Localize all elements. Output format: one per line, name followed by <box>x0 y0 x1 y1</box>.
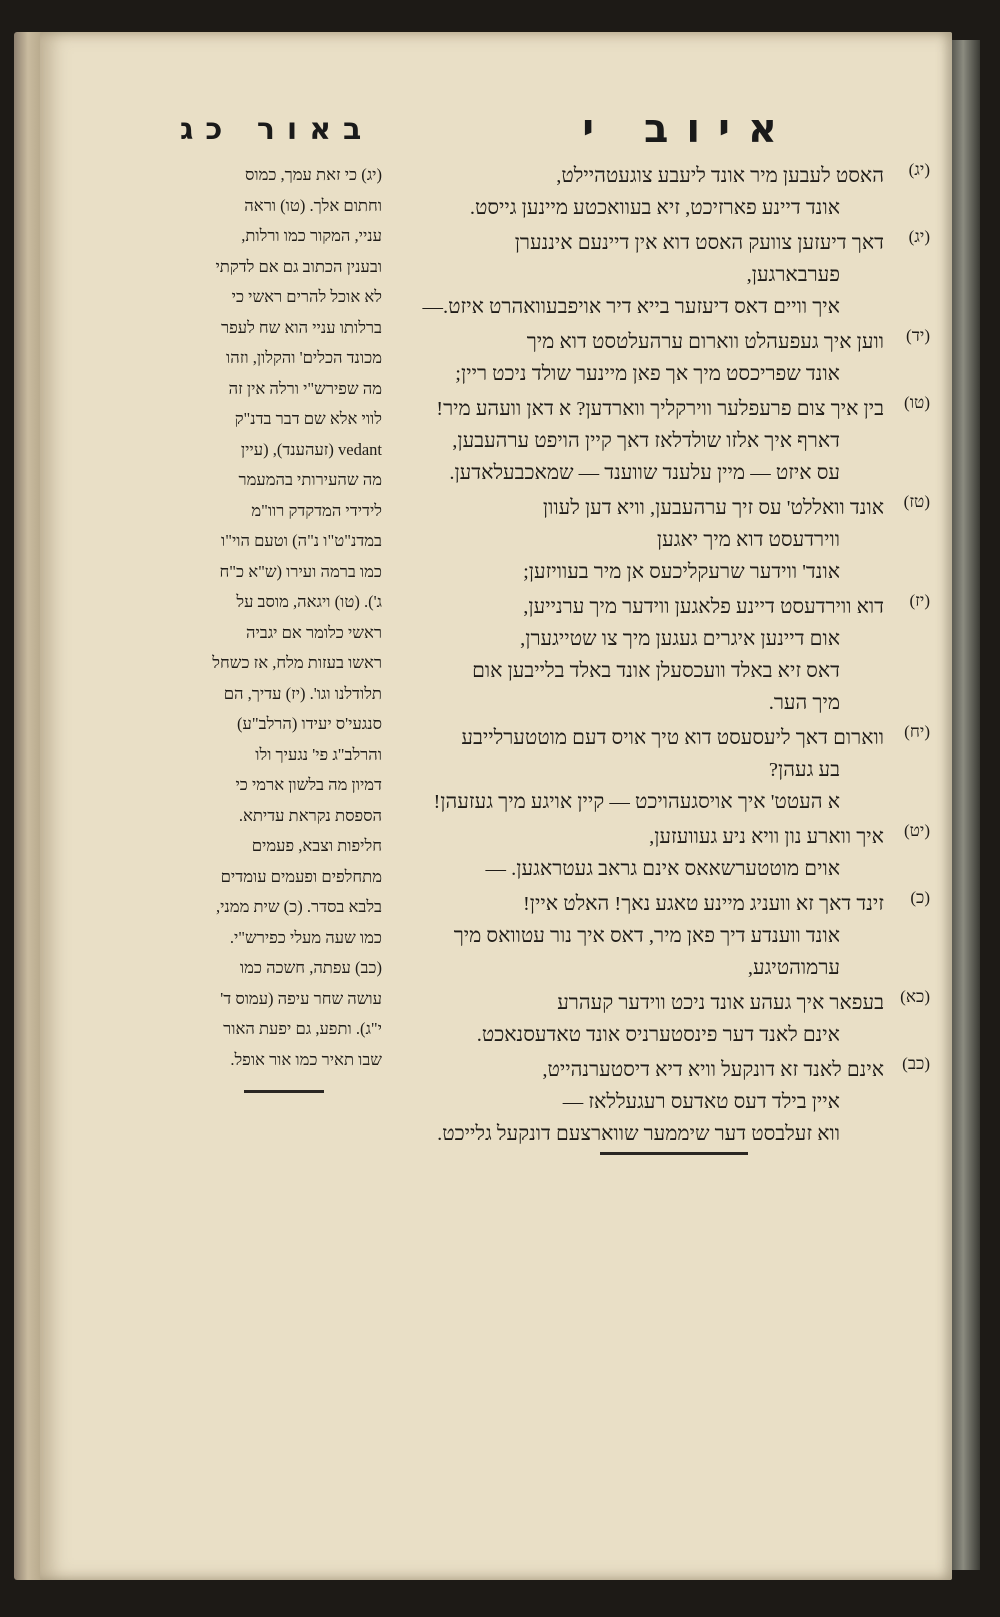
verse-line: איין בילד דעס טאדעס רעגעללאז — <box>562 1091 840 1113</box>
book-spine <box>952 40 980 1570</box>
verse-block <box>388 326 928 390</box>
main-text-end-rule <box>600 1152 748 1155</box>
commentary-line: vedant (זעהענד), (עיין <box>240 439 382 459</box>
verse-line: אונד שפריכסט מיך אך פאן מיינער שולד ניכט ריין; <box>455 363 840 385</box>
verse-line: ווארום דאך ליעסעסט דוא טיך אויס דעם מוטטערלייבע <box>461 727 884 749</box>
verse-block <box>388 821 928 885</box>
verse-line: איך ווארע נון וויא ניע געוועזען, <box>649 826 884 848</box>
verse-line: דאס זיא באלד וועכסעלן אונד באלד בלייבען אום <box>472 660 840 682</box>
verse-line: אינם לאנד דער פינסטערניס אונד טאדעסנאכט. <box>476 1024 840 1046</box>
verse-number: (טז) <box>903 492 930 511</box>
commentary-line: ובענין הכתוב גם אם לדקתי <box>215 256 382 276</box>
verse-number: (כב) <box>902 1054 930 1073</box>
commentary-line: ראשי כלומר אם יגביה <box>245 622 382 642</box>
verse-number: (יג) <box>908 160 930 179</box>
commentary-line: מה שהעירותי בהמעמר <box>238 470 382 489</box>
commentary-line: מה שפירש"י ורלה אין זה <box>228 378 382 398</box>
verse-number: (יח) <box>904 722 930 741</box>
verse-line: מיך הער. <box>768 692 840 714</box>
verse-number: (יג) <box>908 227 930 246</box>
commentary-line: וחתום אלך. (טו) וראה <box>244 195 382 215</box>
commentary-line: לידידי המדקדק רוו"מ <box>251 500 382 520</box>
commentary-line: במדנ"ט"ו נ"ה) וטעם הוי"ו <box>221 531 382 550</box>
verse-block <box>388 888 928 984</box>
verse-line: ווען איך געפעהלט ווארום ערהעלטסט דוא מיך <box>526 331 884 353</box>
verse-line: אינם לאנד זא דונקעל וויא דיא דיסטערנהייט, <box>542 1059 884 1081</box>
commentary-line: בלבא בסדר. (כ) שית ממני, <box>215 897 382 916</box>
commentary-line: מכונד הכלים' והקלון, וזהו <box>226 348 382 367</box>
commentary-line: ראשו בעזות מלח, אז כשחל <box>212 653 382 672</box>
commentary-line: ג'). (טו) ויגאה, מוסב על <box>236 592 382 611</box>
verse-line: בין איך צום פרעפלער ווירקליך ווארדען? א דאן וועהע מיר! <box>436 398 884 420</box>
verse-line: ווירדעסט דוא מיך יאגען <box>656 529 840 551</box>
verse-number: (כא) <box>900 987 930 1006</box>
commentary-line: עניי, המקור כמו ורלות, <box>241 226 382 245</box>
verse-line: אונד' ווידער שרעקליכעס אן מיר בעוויזען; <box>523 561 840 583</box>
verse-block <box>388 227 928 323</box>
commentary-title: באור כג <box>180 112 374 147</box>
verse-line: עס איזט — מיין עלענד שווענד — שמאכבעלאדען. <box>449 462 840 484</box>
commentary-line: (יג) כי זאת עמך, כמוס <box>244 165 382 184</box>
verse-block <box>388 492 928 588</box>
commentary-line: והרלב"ג פי' נגעיך ולו <box>255 744 382 764</box>
verse-line: פערבארגען, <box>746 264 840 286</box>
commentary-line: לא אוכל להרים ראשי כי <box>231 287 382 306</box>
commentary-line: דמיון מה בלשון ארמי כי <box>235 775 382 794</box>
verse-line: דוא ווירדעסט דיינע פלאגען ווידער מיך ערנייען, <box>523 596 884 618</box>
commentary-line: י"ג). ותפע, גם יפעת האור <box>223 1019 382 1038</box>
verse-block <box>388 1054 928 1150</box>
commentary-line: כמו שעה מעלי כפירש"י. <box>229 927 382 947</box>
verse-line: אונד וואללט' עס זיך ערהעבען, וויא דען לעוון <box>542 497 884 519</box>
commentary-line: (כב) עפתה, חשכה כמו <box>239 958 382 977</box>
commentary-line: הספסת נקראת עדיתא. <box>238 805 382 825</box>
verse-block <box>388 160 928 224</box>
verse-line: דאך דיעזען צוועק האסט דוא אין דיינעם איננערן <box>514 232 884 254</box>
commentary-end-rule <box>244 1090 324 1093</box>
verse-block <box>388 722 928 818</box>
main-text-column <box>388 160 928 1153</box>
commentary-line: מתחלפים ופעמים עומדים <box>220 866 382 886</box>
verse-block <box>388 393 928 489</box>
verse-line: אונד דיינע פארזיכט, זיא בעוואכטע מיינען גייסט. <box>469 197 840 219</box>
verse-line: בעפאר איך געהע אונד ניכט ווידער קעהרע <box>557 992 884 1014</box>
verse-number: (יט) <box>903 821 930 840</box>
verse-number: (יד) <box>906 326 930 345</box>
verse-line: איך וויים דאס דיעזער בייא דיר אויפבעוואהרט איזט.— <box>422 296 840 318</box>
verse-block <box>388 987 928 1051</box>
verse-line: ווא זעלבסט דער שיממער שווארצעם דונקעל גלייכט. <box>437 1123 840 1145</box>
verse-line: אונד ווענדע דיך פאן מיר, דאס איך נור עטוואס מיך <box>453 925 840 947</box>
verse-line: האסט לעבען מיר אונד ליעבע צוגעטהיילט, <box>556 165 884 187</box>
verse-number: (טו) <box>904 393 930 412</box>
commentary-line: חליפות וצבא, פעמים <box>251 836 382 855</box>
verse-line: ערמוהטיגע, <box>747 957 840 979</box>
verse-number: (כ) <box>910 888 930 907</box>
commentary-line: סנגעי'ס יעידו (הרלב"ע) <box>237 714 382 733</box>
verse-line: זינד דאך זא וועניג מיינע טאגע נאך! האלט איין! <box>522 893 884 915</box>
commentary-line: לווי אלא שם דבר בדנ"ק <box>234 409 382 428</box>
page-title: איוב י <box>582 106 795 152</box>
commentary-line: תלודלנו וגו'. (יז) עדיך, הם <box>223 683 382 703</box>
verse-line: בע געהן? <box>768 759 840 781</box>
commentary-column <box>170 160 382 1075</box>
verse-line: א העטט' איך אויסגעהויכט — קיין אויגע מיך געזעהן! <box>433 791 840 813</box>
verse-block <box>388 591 928 719</box>
verse-line: אוים מוטטערשאאס אינם גראב געטראגען. — <box>485 858 840 880</box>
commentary-line: כמו ברמה ועירו (ש"א כ"ח <box>219 561 382 581</box>
verse-line: אום דיינען איגרים געגען מיך צו שטייגערן, <box>520 628 840 650</box>
commentary-line: שבו תאיר כמו אור אופל. <box>230 1049 382 1069</box>
verse-line: דארף איך אלזו שולדלאז דאך קיין הויפט ערהעבען, <box>452 430 840 452</box>
commentary-line: ברלותו עניי הוא שח לעפר <box>220 317 382 337</box>
commentary-line: עושה שחר עיפה (עמוס ד' <box>220 988 382 1008</box>
verse-number: (יז) <box>909 591 930 610</box>
